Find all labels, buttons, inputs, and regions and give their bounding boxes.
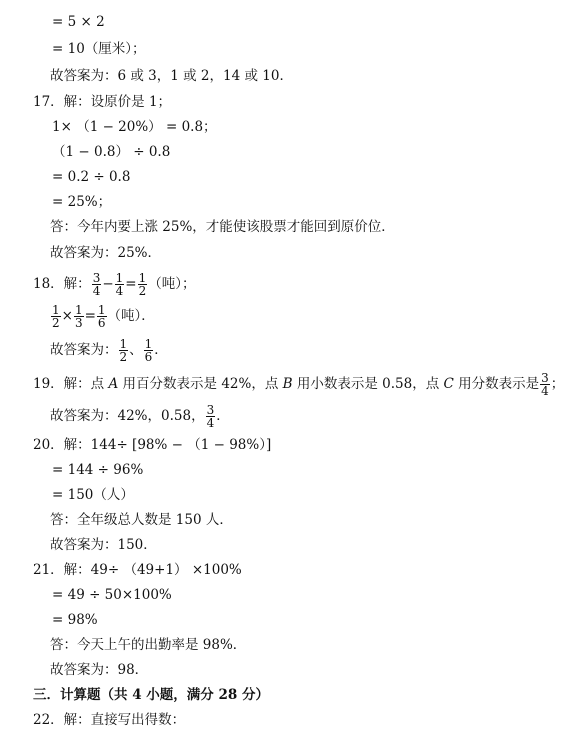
answer-line: 故答案为：25%． [50,245,162,261]
fraction: $\frac{3}{4}$ [541,371,549,398]
answer-line: 故答案为：42%，0.58， $\frac{3}{4}$ ． [50,403,230,430]
fraction: $\frac{1}{4}$ [115,271,124,298]
fraction: $\frac{3}{4}$ [206,403,215,430]
calc-line: = 0.2 ÷ 0.8 [52,169,131,185]
calc-line: （1 − 0.8） ÷ 0.8 [52,144,171,160]
problem-22-heading: 22．解：直接写出得数： [33,712,186,728]
calc-line: = 25%； [52,194,112,210]
answer-line: 故答案为：6 或 3，1 或 2，14 或 10． [50,68,293,84]
calc-line: = 144 ÷ 96% [52,462,144,478]
calc-line: = 49 ÷ 50×100% [52,587,172,603]
fraction: $\frac{1}{2}$ [119,337,128,364]
problem-20-heading: 20．解：144÷ [98% − （1 − 98%）] [33,437,272,453]
section-heading: 三．计算题（共 4 小题，满分 28 分） [33,687,269,703]
answer-line: 故答案为： $\frac{1}{2}$ 、 $\frac{1}{6}$ ． [50,337,168,364]
calc-line: 1× （1 − 20%） = 0.8； [52,119,217,135]
calc-line: = 150（人） [52,487,134,503]
answer-line: 故答案为：98． [50,662,149,678]
answer-statement: 答：全年级总人数是 150 人． [50,512,233,528]
calc-line: = 5 × 2 [52,14,105,30]
fraction: $\frac{1}{6}$ [144,337,153,364]
fraction: $\frac{3}{4}$ [92,271,101,298]
calc-line: $\frac{1}{2}$ × $\frac{1}{3}$ = $\frac{1}{6}$ （吨）． [52,303,155,330]
problem-18-heading: 18．解： $\frac{3}{4}$ − $\frac{1}{4}$ = $\frac{1}{2}$ （吨）； [33,271,196,298]
problem-17-heading: 17．解：设原价是 1； [33,94,172,110]
fraction: $\frac{1}{2}$ [52,303,60,330]
problem-21-heading: 21．解：49÷ （49+1） ×100% [33,562,242,578]
answer-line: 故答案为：150． [50,537,157,553]
answer-statement: 答：今天上午的出勤率是 98%． [50,637,247,653]
fraction: $\frac{1}{2}$ [138,271,147,298]
fraction: $\frac{1}{3}$ [74,303,83,330]
answer-statement: 答：今年内要上涨 25%，才能使该股票才能回到原价位． [50,219,395,235]
fraction: $\frac{1}{6}$ [97,303,106,330]
calc-line: = 98% [52,612,98,628]
calc-line: = 10（厘米）； [52,41,146,57]
problem-19-heading: 19．解：点 A 用百分数表示是 42%，点 B 用小数表示是 0.58，点 C 用分数表示是 $\frac{3}{4}$ ； [33,371,564,398]
